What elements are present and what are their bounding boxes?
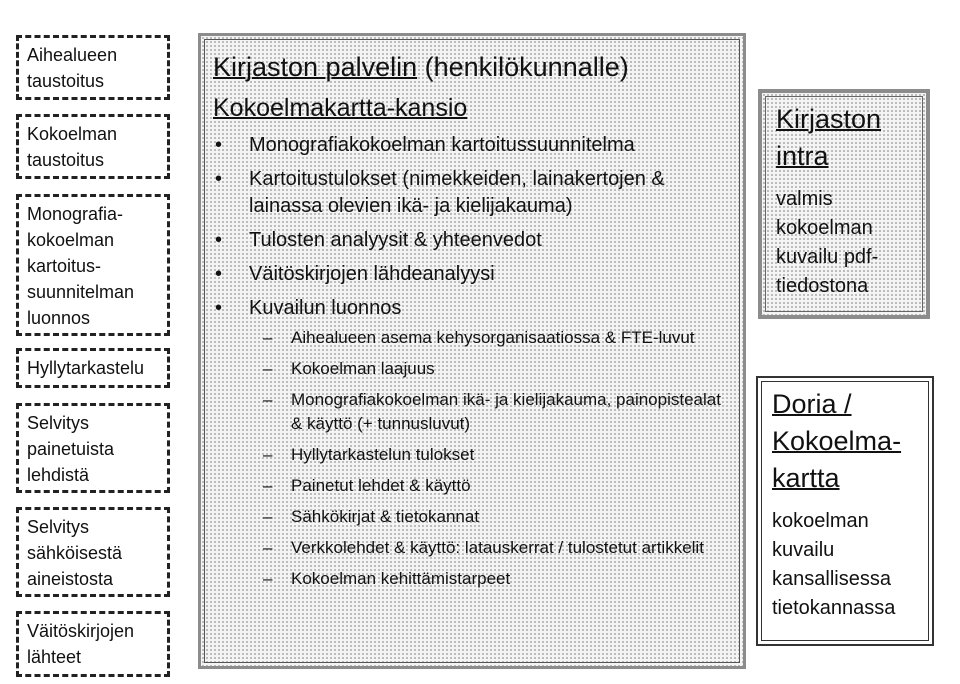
box-label: Monografia-kokoelman kartoitus-suunnitelman luonnos: [27, 204, 135, 328]
intra-body: valmis kokoelman kuvailu pdf-tiedostona: [776, 188, 879, 297]
main-title-primary: Kirjaston palvelin: [213, 52, 418, 82]
box-label: Hyllytarkastelu: [27, 358, 145, 378]
sub-item: – Kokoelman laajuus: [213, 357, 729, 381]
main-panel-kirjaston-palvelin: [198, 33, 746, 669]
box-kartoitussuunnitelman-luonnos: [16, 194, 170, 336]
box-label: Aihealueen taustoitus: [27, 45, 118, 91]
main-title: [213, 50, 729, 84]
panel-doria-kokoelmakartta: [756, 376, 934, 646]
bullet-item: • Monografiakokoelman kartoitussuunnitelma: [213, 132, 729, 159]
sub-item-list: [213, 326, 729, 591]
box-label: Selvitys painetuista lehdistä: [27, 413, 115, 485]
box-aihealueen-taustoitus: [16, 35, 170, 100]
box-hyllytarkastelu: [16, 348, 170, 388]
main-subtitle: Kokoelmakartta-kansio: [213, 94, 468, 122]
box-selvitys-painetuista-lehdista: [16, 403, 170, 493]
sub-item: – Monografiakokoelman ikä- ja kielijakauma, painopistealat & käyttö (+ tunnusluvut): [213, 388, 729, 436]
bullet-item: • Tulosten analyysit & yhteenvedot: [213, 227, 729, 254]
box-kokoelman-taustoitus: [16, 114, 170, 179]
box-label: Kokoelman taustoitus: [27, 124, 118, 170]
sub-item: – Aihealueen asema kehysorganisaatiossa & FTE-luvut: [213, 326, 729, 350]
box-label: Selvitys sähköisestä aineistosta: [27, 517, 123, 589]
intra-title: Kirjaston intra: [776, 104, 882, 171]
bullet-list: [213, 132, 729, 322]
box-vaitoskirjojen-lahteet: [16, 611, 170, 677]
sub-item: – Kokoelman kehittämistarpeet: [213, 567, 729, 591]
box-selvitys-sahkoisesta-aineistosta: [16, 507, 170, 597]
panel-kirjaston-intra: [758, 89, 930, 319]
sub-item: – Verkkolehdet & käyttö: latauskerrat / tulostetut artikkelit: [213, 536, 729, 560]
sub-item: – Hyllytarkastelun tulokset: [213, 443, 729, 467]
doria-title: Doria / Kokoelma-kartta: [772, 389, 902, 493]
sub-item: – Sähkökirjat & tietokannat: [213, 505, 729, 529]
doria-body: kokoelman kuvailu kansallisessa tietokannassa: [772, 510, 896, 619]
bullet-item: • Kuvailun luonnos: [213, 295, 729, 322]
sub-item: – Painetut lehdet & käyttö: [213, 474, 729, 498]
bullet-item: • Kartoitustulokset (nimekkeiden, lainakertojen & lainassa olevien ikä- ja kielijakauma): [213, 166, 729, 220]
box-label: Väitöskirjojen lähteet: [27, 621, 135, 667]
main-title-suffix: (henkilökunnalle): [417, 52, 629, 82]
bullet-item: • Väitöskirjojen lähdeanalyysi: [213, 261, 729, 288]
